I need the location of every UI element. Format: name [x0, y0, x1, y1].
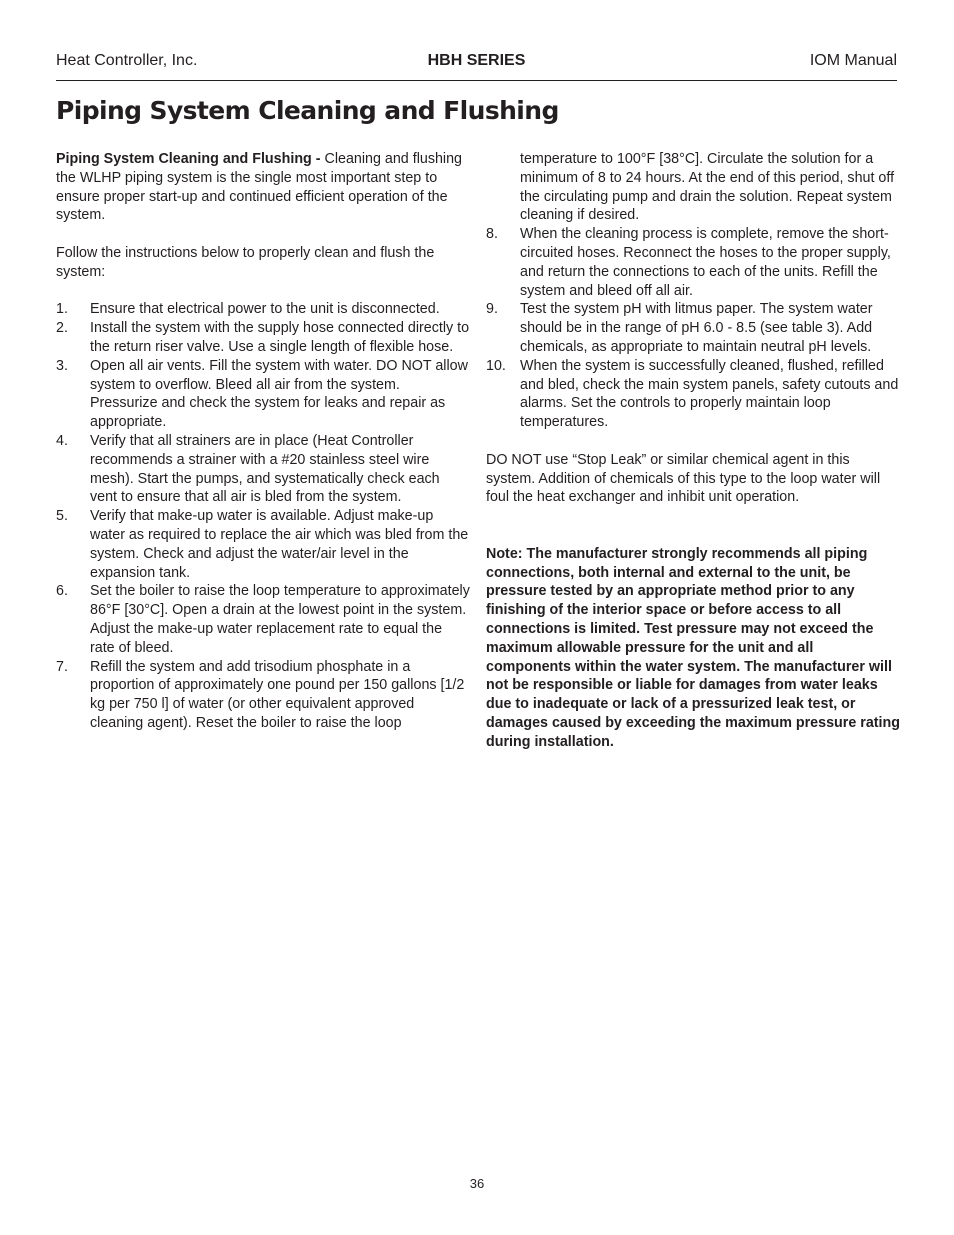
page-header — [56, 52, 897, 76]
note-paragraph: Note: The manufacturer strongly recommends all piping connections, both internal and external to the unit, be pressure tested by an appropriate method prior to any finishing of the interior space or before access to all connections is limited. Test pressure may not exceed the maximum allowable pressure for the unit and all components within the water system. The manufacturer will not be responsible or liable for damages from water leaks due to inadequate or lack of a pressurized leak test, or damages caused by exceeding the maximum pressure rating during installation. — [486, 545, 900, 750]
step-number: 6. — [56, 583, 68, 600]
step-text: Ensure that electrical power to the unit is disconnected. — [90, 301, 440, 318]
step-number: 5. — [56, 508, 68, 525]
step-number: 7. — [56, 658, 68, 675]
manual-name: IOM Manual — [809, 52, 897, 69]
right-column — [486, 150, 900, 752]
list-item — [56, 582, 470, 657]
step-text: Verify that make-up water is available. Adjust make-up water as required to replace the air which was bled from the system. Check and adjust the water/air level in the expansion tank. — [90, 508, 469, 581]
list-item — [486, 225, 900, 300]
step-7-continued: temperature to 100°F [38°C]. Circulate the solution for a minimum of 8 to 24 hours. At the end of this period, shut off the circulating pump and drain the solution. Repeat system cleaning if desired. — [520, 151, 895, 224]
step-number: 4. — [56, 432, 68, 449]
steps-list-right — [486, 225, 900, 432]
list-item — [56, 300, 470, 319]
warning-paragraph: DO NOT use “Stop Leak” or similar chemical agent in this system. Addition of chemicals of this type to the loop water will foul the heat exchanger and inhibit unit operation. — [486, 451, 881, 506]
step-number: 1. — [56, 301, 68, 318]
list-item — [56, 658, 470, 733]
list-item — [56, 319, 470, 357]
follow-paragraph: Follow the instructions below to properly clean and flush the system: — [56, 244, 435, 280]
step-number: 9. — [486, 301, 498, 318]
intro-lead: Piping System Cleaning and Flushing - — [56, 151, 325, 167]
step-text: Install the system with the supply hose connected directly to the return riser valve. Use a single length of flexible hose. — [90, 320, 470, 355]
step-text: Open all air vents. Fill the system with water. DO NOT allow system to overflow. Bleed all air from the system. Pressurize and check the system for leaks and repair as appropriate. — [90, 357, 468, 431]
step-text: Set the boiler to raise the loop temperature to approximately 86°F [30°C]. Open a drain at the lowest point in the system. Adjust the make-up water replacement rate to equal the rate of bleed. — [90, 583, 470, 656]
list-item — [56, 507, 470, 582]
step-number: 3. — [56, 357, 68, 374]
step-number: 8. — [486, 226, 498, 243]
list-item — [486, 300, 900, 356]
page-title: Piping System Cleaning and Flushing — [56, 96, 559, 125]
header-divider — [56, 80, 897, 81]
series-name: HBH SERIES — [427, 52, 526, 69]
step-text: Test the system pH with litmus paper. The system water should be in the range of pH 6.0 - 8.5 (see table 3). Add chemicals, as appropriate to maintain neutral pH levels. — [520, 301, 873, 355]
list-item — [56, 357, 470, 432]
list-item — [486, 357, 900, 432]
company-name: Heat Controller, Inc. — [56, 52, 198, 69]
step-number: 2. — [56, 320, 68, 337]
steps-list-left — [56, 300, 470, 732]
left-column — [56, 150, 470, 733]
step-text: Verify that all strainers are in place (Heat Controller recommends a strainer with a #20 stainless steel wire mesh). Start the pumps, and systematically check each vent to ensure that all air is bled from the system. — [90, 432, 440, 506]
step-text: Refill the system and add trisodium phosphate in a proportion of approximately one pound per 150 gallons [1/2 kg per 750 l] of water (or other equivalent approved cleaning agent). Reset the boiler to raise the loop — [90, 658, 465, 731]
list-item — [56, 432, 470, 507]
step-number: 10. — [486, 357, 506, 374]
intro-text: Cleaning and flushing the WLHP piping system is the single most important step to ensure proper start-up and continued efficient operation of the system. — [56, 151, 463, 224]
intro-paragraph — [56, 150, 470, 225]
step-text: When the system is successfully cleaned, flushed, refilled and bled, check the main system panels, safety cutouts and alarms. Set the controls to properly maintain loop temperatures. — [520, 357, 899, 431]
step-text: When the cleaning process is complete, remove the short-circuited hoses. Reconnect the hoses to the proper supply, and return the connections to each of the units. Refill the system and bleed off all air. — [520, 226, 891, 299]
page-number: 36 — [469, 1176, 485, 1191]
